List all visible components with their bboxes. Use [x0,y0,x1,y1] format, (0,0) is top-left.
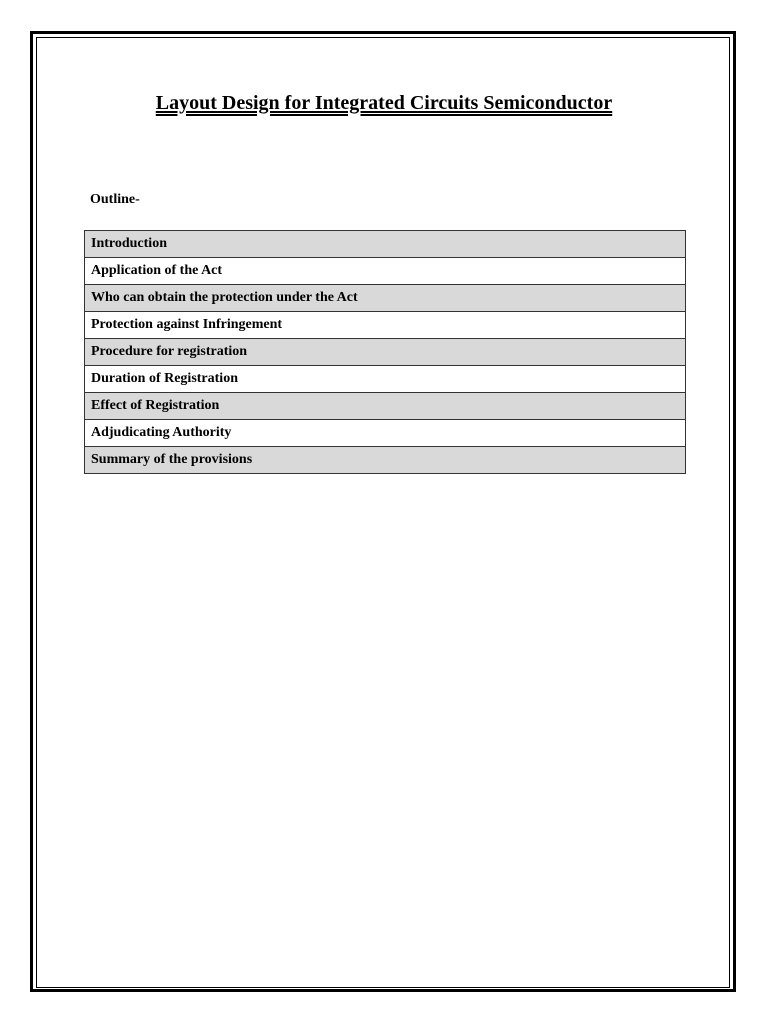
outline-row [85,258,686,285]
outline-row [85,285,686,312]
outline-row [85,420,686,447]
outline-item-duration: Duration of Registration [85,366,686,393]
outline-item-application: Application of the Act [85,258,686,285]
outline-item-adjudicating: Adjudicating Authority [85,420,686,447]
outline-item-introduction: Introduction [85,231,686,258]
outline-row [85,339,686,366]
outline-row [85,231,686,258]
outline-item-procedure: Procedure for registration [85,339,686,366]
outline-row [85,393,686,420]
outline-row [85,366,686,393]
outline-label: Outline- [90,192,140,207]
outline-item-effect: Effect of Registration [85,393,686,420]
page-border-inner [36,37,730,988]
outline-row [85,447,686,474]
outline-row [85,312,686,339]
document-title: Layout Design for Integrated Circuits Semiconductor [155,92,613,114]
outline-item-protection: Protection against Infringement [85,312,686,339]
outline-item-who-can-obtain: Who can obtain the protection under the Act [85,285,686,312]
outline-item-summary: Summary of the provisions [85,447,686,474]
outline-table [84,230,686,474]
